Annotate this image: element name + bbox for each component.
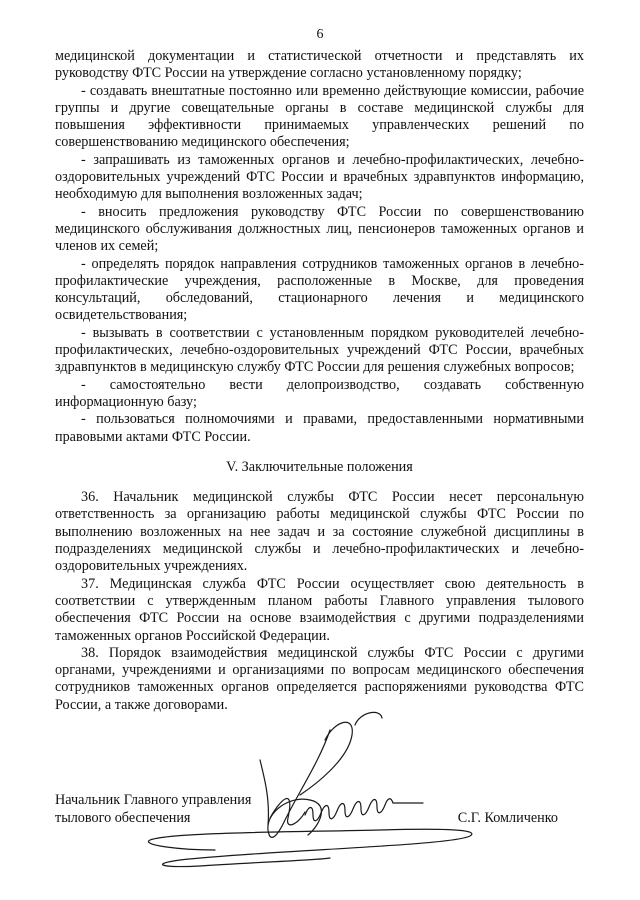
signatory-title-line: Начальник Главного управления: [55, 792, 252, 808]
bullet-item: - вызывать в соответствии с установленным порядком руководителей лечебно-профилактических, лечебно-оздоровительных учреждений ФТС России, врачебных здравпунктов в медицинскую службу ФТС России для решения служебных вопросов;: [55, 324, 584, 376]
signatory-title-line: тылового обеспечения: [55, 809, 191, 826]
bullet-item: - определять порядок направления сотрудников таможенных органов в лечебно-профилактические учреждения, расположенные в Москве, для проведения консультаций, обследований, стационарного лечения и медицинского освидетельствования;: [55, 255, 584, 324]
signatory-name: С.Г. Комличенко: [457, 809, 558, 826]
document-body: [55, 48, 584, 714]
bullet-item: - создавать внештатные постоянно или временно действующие комиссии, рабочие группы и другие совещательные органы в составе медицинской службы для повышения эффективности принимаемых управленческих решений по совершенствованию медицинского обеспечения;: [55, 82, 584, 151]
bullet-item: - запрашивать из таможенных органов и лечебно-профилактических, лечебно-оздоровительных учреждений ФТС России и врачебных здравпунктов информацию, необходимую для выполнения возложенных задач;: [55, 151, 584, 203]
numbered-paragraph: 36. Начальник медицинской службы ФТС России несет персональную ответственность за организацию работы медицинской службы ФТС России по выполнению возложенных на нее задач и за состояние служебной дисциплины в подразделениях медицинской службы и лечебно-профилактических и лечебно-оздоровительных учреждениях.: [55, 489, 584, 575]
intro-paragraph: медицинской документации и статистической отчетности и представлять их руководству ФТС России на утверждение согласно установленному порядку;: [55, 48, 584, 82]
section-heading: V. Заключительные положения: [226, 458, 413, 475]
bullet-item: - вносить предложения руководству ФТС России по совершенствованию медицинского обслуживания должностных лиц, пенсионеров таможенных органов и членов их семей;: [55, 203, 584, 255]
signatory-title: [55, 792, 251, 827]
numbered-paragraph: 38. Порядок взаимодействия медицинской службы ФТС России с другими органами, учреждениями и организациями по вопросам медицинского обеспечения сотрудников таможенных органов определяется распоряжениями руководства ФТС России, а также договорами.: [55, 644, 584, 713]
bullet-item: - самостоятельно вести делопроизводство, создавать собственную информационную базу;: [55, 376, 584, 410]
numbered-paragraph: 37. Медицинская служба ФТС России осуществляет свою деятельность в соответствии с утвержденным планом работы Главного управления тылового обеспечения ФТС России на основе взаимодействия с другими подразделениями таможенных органов Российской Федерации.: [55, 575, 584, 644]
page-number: 6: [316, 27, 324, 42]
bullet-item: - пользоваться полномочиями и правами, предоставленными нормативными правовыми актами ФТС России.: [55, 411, 584, 445]
